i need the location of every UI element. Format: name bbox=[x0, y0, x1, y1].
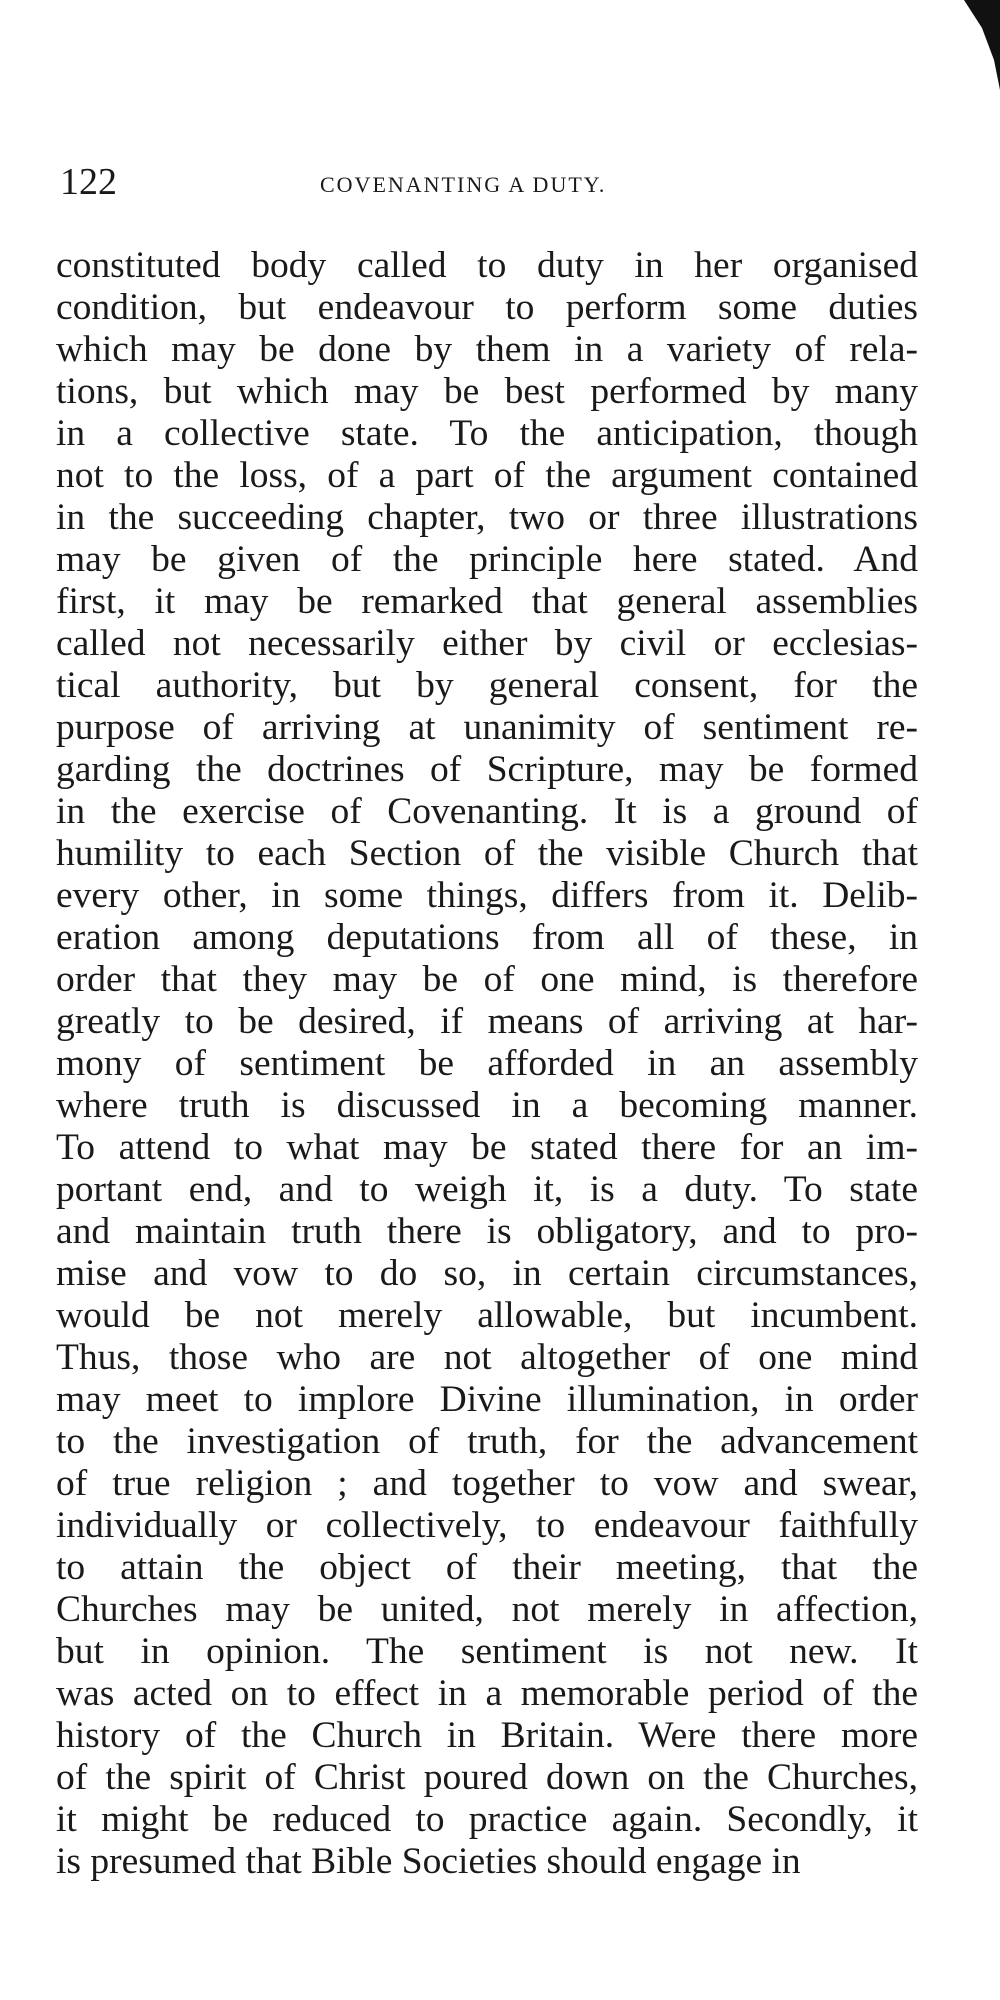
text-line: Churches may be united, not merely in affection, bbox=[56, 1589, 918, 1630]
text-line: individually or collectively, to endeavour faithfully bbox=[56, 1505, 918, 1546]
text-line: of true religion ; and together to vow and swear, bbox=[56, 1463, 918, 1504]
page-header bbox=[60, 160, 900, 210]
text-line: eration among deputations from all of these, in bbox=[56, 917, 918, 958]
text-line: purpose of arriving at unanimity of sentiment re- bbox=[56, 707, 918, 748]
text-line: may meet to implore Divine illumination, in order bbox=[56, 1379, 918, 1420]
body-text bbox=[56, 245, 918, 1883]
text-line: mony of sentiment be afforded in an assembly bbox=[56, 1043, 918, 1084]
page-corner-shadow bbox=[964, 0, 1000, 90]
text-line: is presumed that Bible Societies should engage in bbox=[56, 1841, 801, 1882]
text-line: where truth is discussed in a becoming manner. bbox=[56, 1085, 918, 1126]
text-line: which may be done by them in a variety of rela- bbox=[56, 329, 918, 370]
text-line: called not necessarily either by civil or ecclesias- bbox=[56, 623, 918, 664]
text-line: tions, but which may be best performed by many bbox=[56, 371, 918, 412]
text-line: greatly to be desired, if means of arriving at har- bbox=[56, 1001, 918, 1042]
text-line: every other, in some things, differs from it. Delib- bbox=[56, 875, 918, 916]
text-line: constituted body called to duty in her organised bbox=[56, 245, 918, 286]
page-number: 122 bbox=[60, 161, 117, 203]
running-head: COVENANTING A DUTY. bbox=[320, 172, 607, 197]
text-line: portant end, and to weigh it, is a duty. To state bbox=[56, 1169, 918, 1210]
text-line: not to the loss, of a part of the argument contained bbox=[56, 455, 918, 496]
text-line: it might be reduced to practice again. Secondly, it bbox=[56, 1799, 918, 1840]
text-line: tical authority, but by general consent, for the bbox=[56, 665, 918, 706]
text-line: in the succeeding chapter, two or three illustrations bbox=[56, 497, 918, 538]
text-line: would be not merely allowable, but incumbent. bbox=[56, 1295, 918, 1336]
text-line: may be given of the principle here stated. And bbox=[56, 539, 918, 580]
text-line: mise and vow to do so, in certain circumstances, bbox=[56, 1253, 918, 1294]
text-line: history of the Church in Britain. Were there more bbox=[56, 1715, 918, 1756]
text-line: humility to each Section of the visible Church that bbox=[56, 833, 918, 874]
text-line: in a collective state. To the anticipation, though bbox=[56, 413, 918, 454]
text-line: To attend to what may be stated there for an im- bbox=[56, 1127, 918, 1168]
text-line: first, it may be remarked that general assemblies bbox=[56, 581, 918, 622]
text-line: Thus, those who are not altogether of one mind bbox=[56, 1337, 918, 1378]
text-line: but in opinion. The sentiment is not new. It bbox=[56, 1631, 918, 1672]
text-line: of the spirit of Christ poured down on the Churches, bbox=[56, 1757, 918, 1798]
text-line: and maintain truth there is obligatory, and to pro- bbox=[56, 1211, 918, 1252]
text-line: order that they may be of one mind, is therefore bbox=[56, 959, 918, 1000]
text-line: to attain the object of their meeting, that the bbox=[56, 1547, 918, 1588]
text-line: to the investigation of truth, for the advancement bbox=[56, 1421, 918, 1462]
text-line: garding the doctrines of Scripture, may be formed bbox=[56, 749, 918, 790]
text-line: was acted on to effect in a memorable period of the bbox=[56, 1673, 918, 1714]
text-line: condition, but endeavour to perform some duties bbox=[56, 287, 918, 328]
text-line: in the exercise of Covenanting. It is a ground of bbox=[56, 791, 918, 832]
